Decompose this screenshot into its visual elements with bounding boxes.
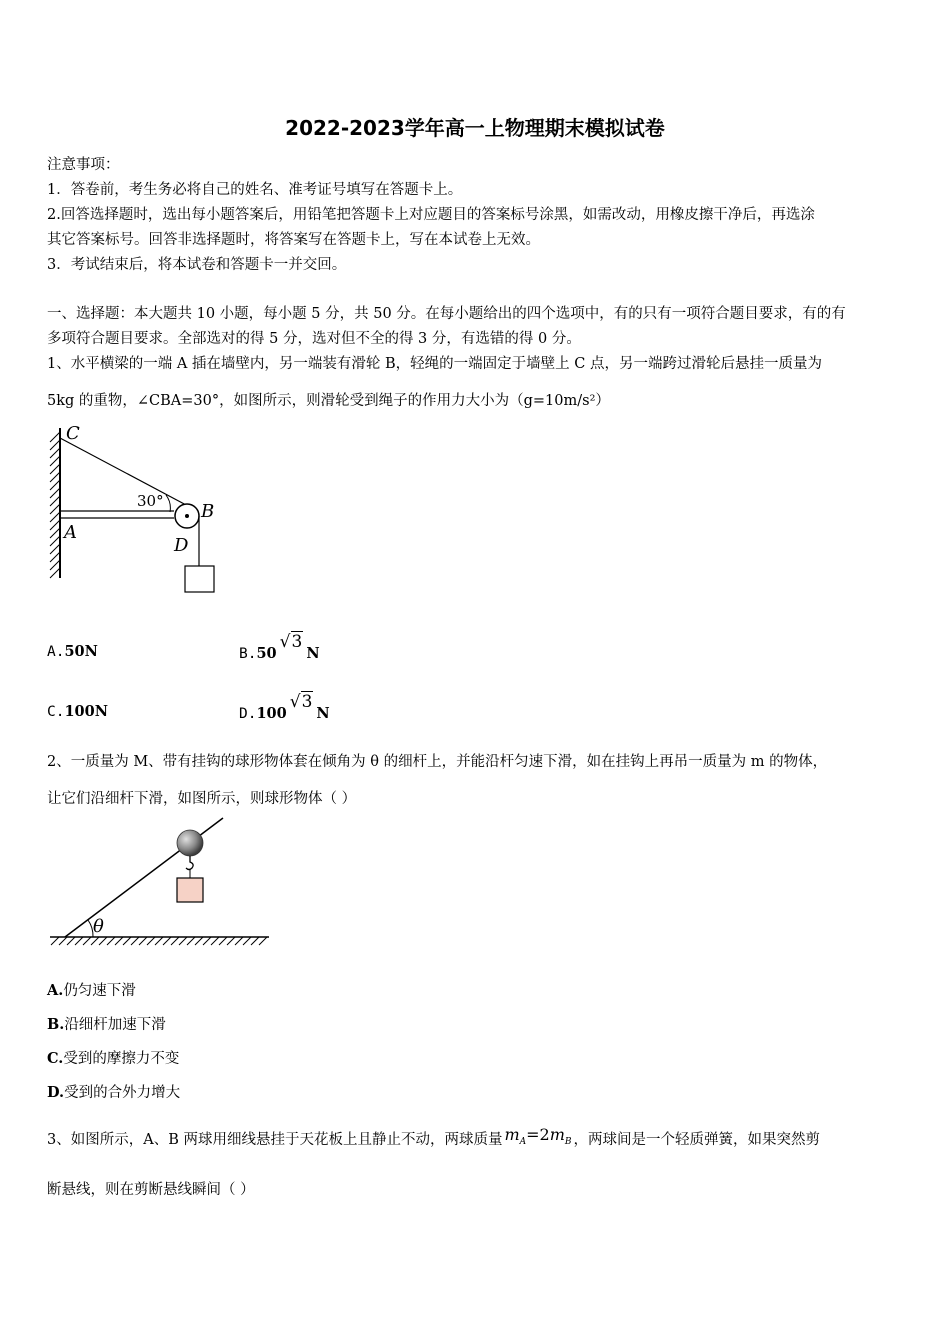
option-letter: D.: [239, 706, 257, 722]
q1-stem-line1: 1、水平横梁的一端 A 插在墙壁内，另一端装有滑轮 B，轻绳的一端固定于墙壁上 C 点，另一端跨过滑轮后悬挂一质量为: [47, 356, 822, 372]
option-letter: C.: [47, 704, 65, 720]
q3-stem-pre: 3、如图所示，A、B 两球用细线悬挂于天花板上且静止不动，两球质量: [47, 1132, 503, 1148]
choice-letter: A.: [47, 982, 64, 999]
notice-item-2: 2.回答选择题时，选出每小题答案后，用铅笔把答题卡上对应题目的答案标号涂黑，如需改动，用橡皮擦干净后，再选涂: [47, 207, 815, 223]
section-intro-line1: 一、选择题：本大题共 10 小题，每小题 5 分，共 50 分。在每小题给出的四个选项中，有的只有一项符合题目要求，有的有: [47, 306, 846, 322]
mass-relation: $m_A=2m_B$: [504, 1125, 572, 1148]
q1-option-a[interactable]: [47, 643, 98, 660]
option-letter: B.: [239, 646, 257, 662]
choice-letter: C.: [47, 1050, 64, 1067]
weight-block: [185, 566, 214, 592]
option-value: 100: [256, 705, 287, 722]
q2-choice-a[interactable]: [47, 979, 136, 1000]
sqrt-radicand: 3: [291, 632, 303, 652]
notice-item-2-cont: 其它答案标号。回答非选择题时，将答案写在答题卡上，写在本试卷上无效。: [47, 232, 540, 248]
q2-choice-b[interactable]: [47, 1013, 166, 1034]
q1-option-c[interactable]: [47, 703, 108, 720]
choice-text: 仍匀速下滑: [63, 983, 136, 999]
sqrt-symbol: √3: [279, 632, 303, 652]
hanging-block: [177, 878, 203, 902]
q2-choice-c[interactable]: [47, 1047, 179, 1068]
angle-arc: [166, 495, 170, 512]
option-value: 100N: [64, 703, 108, 720]
option-value: 50: [256, 645, 277, 662]
section-intro-line2: 多项符合题目要求。全部选对的得 5 分，选对但不全的得 3 分，有选错的得 0 分。: [47, 331, 581, 347]
sqrt-radicand: 3: [301, 692, 313, 712]
ground-hatching: [51, 937, 267, 945]
q2-stem-line1: 2、一质量为 M、带有挂钩的球形物体套在倾角为 θ 的细杆上，并能沿杆匀速下滑，如在挂钩上再吊一质量为 m 的物体，: [47, 754, 828, 770]
rope-cb: [60, 438, 188, 506]
q1-option-d[interactable]: [239, 692, 330, 722]
choice-text: 受到的合外力增大: [64, 1085, 181, 1101]
choice-text: 受到的摩擦力不变: [63, 1051, 180, 1067]
sqrt-symbol: √3: [289, 692, 313, 712]
notice-item-1: 1．答卷前，考生务必将自己的姓名、准考证号填写在答题卡上。: [47, 182, 463, 198]
label-angle: 30°: [137, 492, 164, 510]
q1-option-b[interactable]: [239, 632, 320, 662]
pulley-axle: [185, 514, 189, 518]
label-d: D: [174, 535, 189, 556]
q2-stem-line2: 让它们沿细杆下滑，如图所示，则球形物体（ ）: [47, 791, 357, 807]
option-value: 50N: [64, 643, 98, 660]
page-title: 2022-2023学年高一上物理期末模拟试卷: [285, 116, 665, 140]
wall-hatching: [50, 432, 60, 578]
choice-letter: D.: [47, 1084, 65, 1101]
q3-stem-post: ，两球间是一个轻质弹簧，如果突然剪: [573, 1132, 821, 1148]
choice-letter: B.: [47, 1016, 65, 1033]
option-letter: A.: [47, 644, 65, 660]
ball: [177, 830, 203, 856]
q2-incline-figure: [45, 812, 275, 952]
q1-pulley-figure: [40, 420, 240, 600]
q3-stem-line1: [47, 1125, 821, 1151]
q2-choice-d[interactable]: [47, 1081, 180, 1102]
option-unit: N: [306, 645, 320, 662]
notice-item-3: 3．考试结束后，将本试卷和答题卡一并交回。: [47, 257, 347, 273]
label-a: A: [64, 522, 77, 543]
option-unit: N: [316, 705, 330, 722]
label-theta: θ: [93, 916, 104, 937]
hook: [186, 856, 193, 870]
label-b: B: [201, 501, 215, 522]
notice-heading: 注意事项：: [47, 157, 120, 173]
q3-stem-line2: 断悬线，则在剪断悬线瞬间（ ）: [47, 1182, 255, 1198]
q1-stem-line2: 5kg 的重物，∠CBA=30°，如图所示，则滑轮受到绳子的作用力大小为（g=10m/s²）: [47, 393, 610, 409]
choice-text: 沿细杆加速下滑: [64, 1017, 166, 1033]
label-c: C: [66, 423, 80, 444]
